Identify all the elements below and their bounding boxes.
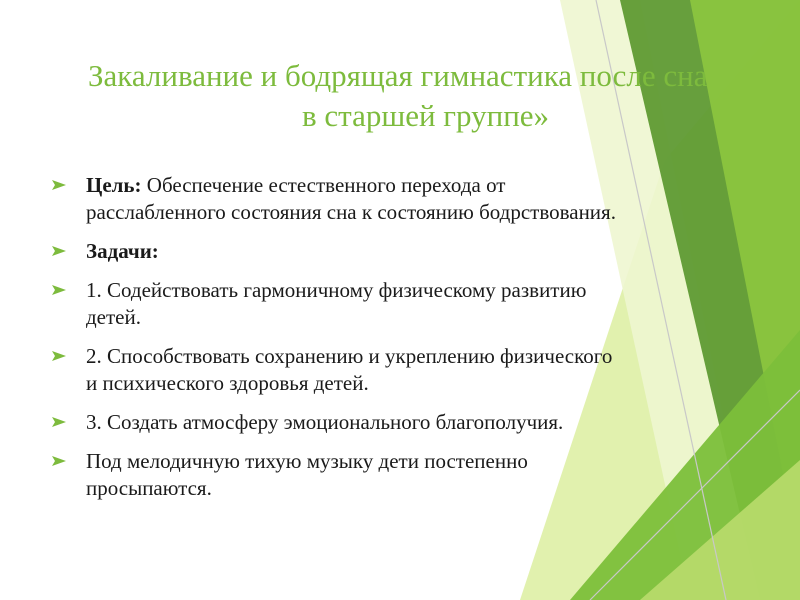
triangle-arrow-icon — [52, 244, 66, 258]
bullet-goal-label: Цель: — [86, 173, 142, 197]
slide-title-line-2: в старшей группе» — [302, 98, 550, 133]
bullet-task-1-text: 1. Содействовать гармоничному физическому развитию детей. — [86, 278, 587, 329]
bullet-tasks — [52, 238, 622, 265]
bullet-goal — [52, 172, 622, 226]
bullet-list — [52, 172, 622, 514]
bullet-task-2 — [52, 343, 622, 397]
bullet-task-1 — [52, 277, 622, 331]
triangle-arrow-icon — [52, 415, 66, 429]
bullet-task-3-text: 3. Создать атмосферу эмоционального благополучия. — [86, 410, 564, 434]
bullet-task-2-text: 2. Способствовать сохранению и укреплению физического и психического здоровья детей. — [86, 344, 613, 395]
bullet-tasks-label: Задачи: — [86, 239, 159, 263]
triangle-arrow-icon — [52, 454, 66, 468]
slide-title-line-1: Закаливание и бодрящая гимнастика после сна — [88, 58, 708, 93]
bullet-music — [52, 448, 622, 502]
slide-title — [60, 56, 800, 136]
bullet-music-text: Под мелодичную тихую музыку дети постепенно просыпаются. — [86, 449, 528, 500]
triangle-arrow-icon — [52, 349, 66, 363]
triangle-arrow-icon — [52, 283, 66, 297]
bullet-task-3 — [52, 409, 622, 436]
triangle-arrow-icon — [52, 178, 66, 192]
bullet-goal-text: Обеспечение естественного перехода от расслабленного состояния сна к состоянию бодрствования. — [86, 173, 616, 224]
